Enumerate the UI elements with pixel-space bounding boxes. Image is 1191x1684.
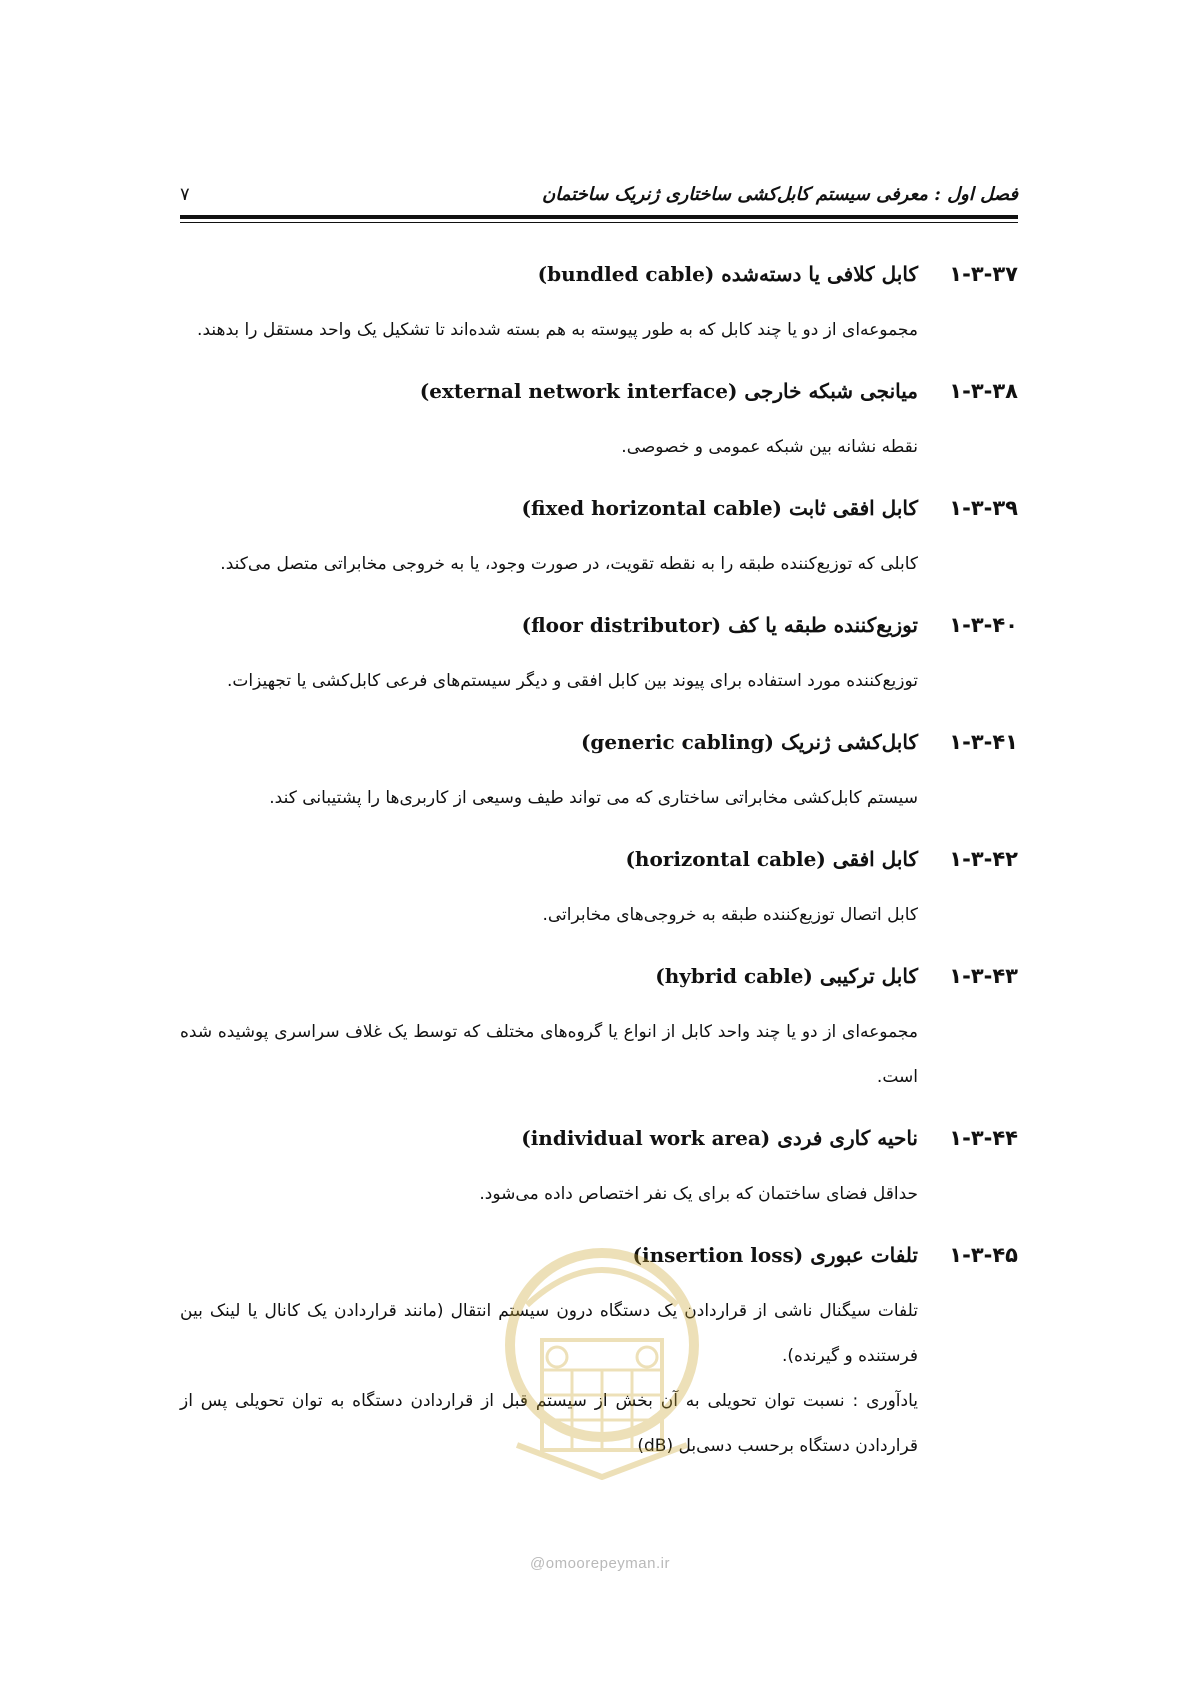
definition-entry bbox=[180, 730, 1018, 821]
header-rule-thick bbox=[180, 215, 1018, 219]
definition-title: کابل‌کشی ژنریک (generic cabling) bbox=[580, 730, 918, 754]
definition-text: کابل اتصال توزیع‌کننده طبقه به خروجی‌های مخابراتی. bbox=[542, 905, 918, 925]
definition-text: مجموعه‌ای از دو یا چند واحد کابل از انواع یا گروه‌های مختلف که توسط یک غلاف سراسری پوشیده شده است. bbox=[180, 1022, 918, 1087]
running-header bbox=[180, 184, 1018, 218]
definition-text: توزیع‌کننده مورد استفاده برای پیوند بین کابل افقی و دیگر سیستم‌های فرعی کابل‌کشی یا تجهیزات. bbox=[226, 671, 918, 691]
definition-heading bbox=[180, 613, 1018, 651]
definition-number: ۱-۳-۴۵ bbox=[949, 1243, 1018, 1267]
definition-text: حداقل فضای ساختمان که برای یک نفر اختصاص داده می‌شود. bbox=[479, 1184, 918, 1204]
definition-heading bbox=[180, 379, 1018, 417]
definition-note: یادآوری : نسبت توان تحویلی به آن بخش از سیستم قبل از قراردادن دستگاه به توان تحویلی پس از قراردادن دستگاه برحسب دسی‌بل (dB) bbox=[180, 1391, 918, 1456]
definition-number: ۱-۳-۴۰ bbox=[949, 613, 1018, 637]
definition-number: ۱-۳-۴۱ bbox=[949, 730, 1018, 754]
definition-text: کابلی که توزیع‌کننده طبقه را به نقطه تقویت، در صورت وجود، یا به خروجی مخابراتی متصل می‌کند. bbox=[220, 554, 918, 574]
definition-number: ۱-۳-۳۹ bbox=[949, 496, 1018, 520]
definition-number: ۱-۳-۴۴ bbox=[949, 1126, 1018, 1150]
header-rule-thin bbox=[180, 222, 1018, 223]
definition-entry bbox=[180, 613, 1018, 704]
definition-heading bbox=[180, 1126, 1018, 1164]
watermark-logo-icon bbox=[497, 1245, 707, 1480]
definition-title: کابل افقی (horizontal cable) bbox=[625, 847, 918, 871]
definition-number: ۱-۳-۴۲ bbox=[949, 847, 1018, 871]
definition-number: ۱-۳-۴۳ bbox=[949, 964, 1018, 988]
definition-title: میانجی شبکه خارجی (external network interface) bbox=[419, 379, 918, 403]
definition-heading bbox=[180, 847, 1018, 885]
definition-heading bbox=[180, 496, 1018, 534]
definition-title: تلفات عبوری (insertion loss) bbox=[632, 1243, 918, 1267]
definition-title: توزیع‌کننده طبقه یا کف (floor distributor) bbox=[521, 613, 918, 637]
definition-entry bbox=[180, 262, 1018, 353]
definition-title: کابل کلافی یا دسته‌شده (bundled cable) bbox=[537, 262, 918, 286]
definition-entry bbox=[180, 964, 1018, 1100]
definition-title: کابل افقی ثابت (fixed horizontal cable) bbox=[521, 496, 918, 520]
definition-text: نقطه نشانه بین شبکه عمومی و خصوصی. bbox=[621, 437, 918, 457]
definition-entry bbox=[180, 496, 1018, 587]
watermark-url: @omoorepeyman.ir bbox=[530, 1555, 670, 1572]
chapter-title: فصل اول : معرفی سیستم کابل‌کشی ساختاری ژنریک ساختمان bbox=[542, 184, 1018, 205]
page-number: ۷ bbox=[180, 184, 190, 205]
definition-text: سیستم کابل‌کشی مخابراتی ساختاری که می تواند طیف وسیعی از کاربری‌ها را پشتیبانی کند. bbox=[269, 788, 918, 808]
definition-text: تلفات سیگنال ناشی از قراردادن یک دستگاه درون سیستم انتقال (مانند قراردادن یک کانال یا لینک بین فرستنده و گیرنده). bbox=[180, 1301, 918, 1366]
definition-entry bbox=[180, 379, 1018, 470]
definition-heading bbox=[180, 262, 1018, 300]
definition-number: ۱-۳-۳۸ bbox=[949, 379, 1018, 403]
definition-heading bbox=[180, 964, 1018, 1002]
definition-entry bbox=[180, 1126, 1018, 1217]
definition-entry bbox=[180, 847, 1018, 938]
definition-heading bbox=[180, 730, 1018, 768]
definition-title: کابل ترکیبی (hybrid cable) bbox=[655, 964, 918, 988]
definition-title: ناحیه کاری فردی (individual work area) bbox=[521, 1126, 918, 1150]
definition-number: ۱-۳-۳۷ bbox=[949, 262, 1018, 286]
definition-text: مجموعه‌ای از دو یا چند کابل که به طور پیوسته به هم بسته شده‌اند تا تشکیل یک واحد مستقل را بدهند. bbox=[197, 320, 918, 340]
